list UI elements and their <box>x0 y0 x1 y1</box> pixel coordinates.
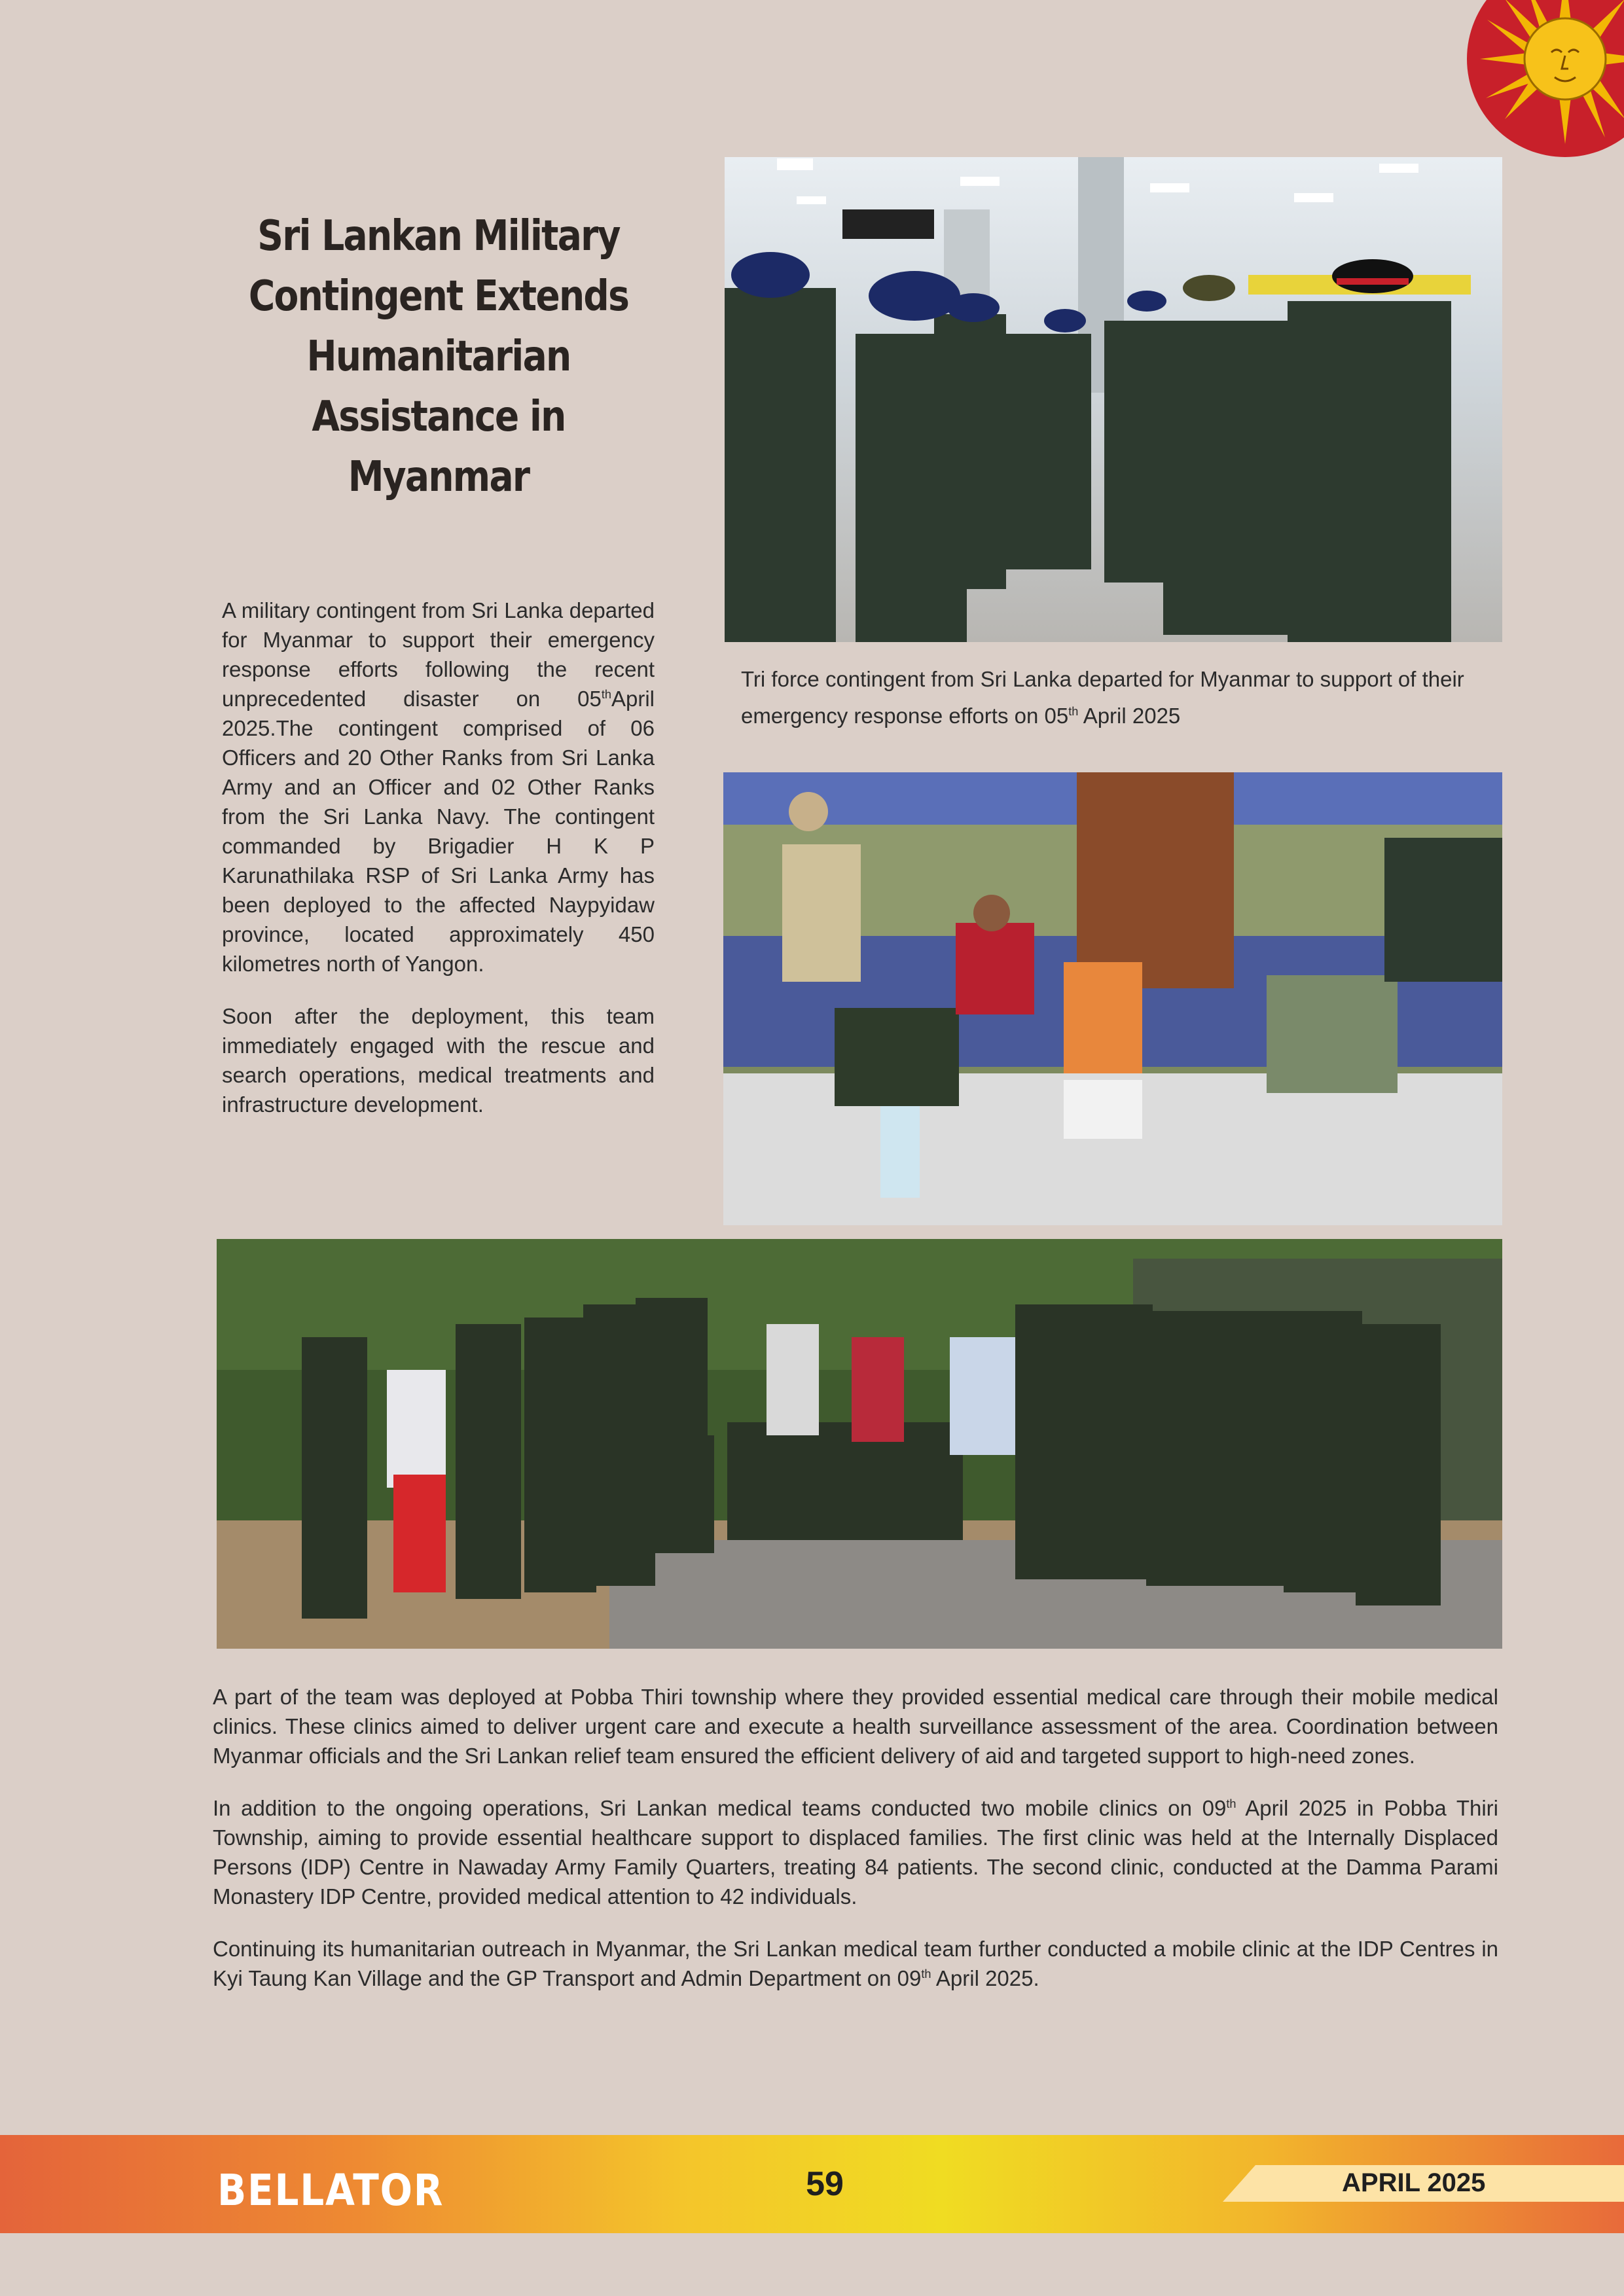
page-number: 59 <box>806 2165 844 2203</box>
clinic-photo <box>723 772 1502 1225</box>
body-text <box>213 1682 1498 2016</box>
body-paragraph-3: Continuing its humanitarian outreach in Myanmar, the Sri Lankan medical team further conducted a mobile clinic at the IDP Centres in Kyi Taung Kan Village and the GP Transport and Admin Department on 09th April 2025. <box>213 1937 1498 1990</box>
issue-date: APRIL 2025 <box>1342 2168 1486 2197</box>
photo-caption: Tri force contingent from Sri Lanka departed for Myanmar to support of their emergency response efforts on 05th April 2025 <box>741 667 1464 728</box>
group-photo <box>217 1239 1502 1649</box>
intro-paragraph-1: A military contingent from Sri Lanka departed for Myanmar to support their emergency response efforts following the recent unprecedented disaster on 05thApril 2025.The contingent comprised of 06 Officers and 20 Other Ranks from Sri Lanka Army and an Officer and 02 Other Ranks from the Sri Lanka Navy. The contingent commanded by Brigadier H K P Karunathilaka RSP of Sri Lanka Army has been deployed to the affected Naypyidaw province, located approximately 450 kilometres north of Yangon. <box>222 598 655 976</box>
body-paragraph-2: In addition to the ongoing operations, Sri Lankan medical teams conducted two mobile clinics on 09th April 2025 in Pobba Thiri Township, aiming to provide essential healthcare support to displaced families. The first clinic was held at the Internally Displaced Persons (IDP) Centre in Nawaday Army Family Quarters, treating 84 patients. The second clinic, conducted at the Damma Parami Monastery IDP Centre, provided medical attention to 42 individuals. <box>213 1796 1498 1909</box>
intro-paragraph-2: Soon after the deployment, this team immediately engaged with the rescue and search operations, medical treatments and infrastructure development. <box>222 1004 655 1117</box>
article-title: Sri Lankan Military Contingent Extends Humanitarian Assistance in Myanmar <box>248 212 629 501</box>
body-paragraph-1: A part of the team was deployed at Pobba Thiri township where they provided essential medical care through their mobile medical clinics. These clinics aimed to deliver urgent care and execute a health surveillance assessment of the area. Coordination between Myanmar officials and the Sri Lankan relief team ensured the efficient delivery of aid and targeted support to high-need zones. <box>213 1685 1498 1768</box>
sun-emblem-icon <box>1460 0 1624 164</box>
intro-text <box>222 596 655 1142</box>
departure-photo <box>725 157 1502 642</box>
magazine-brand: BELLATOR <box>217 2165 444 2215</box>
page-footer <box>0 2135 1624 2233</box>
